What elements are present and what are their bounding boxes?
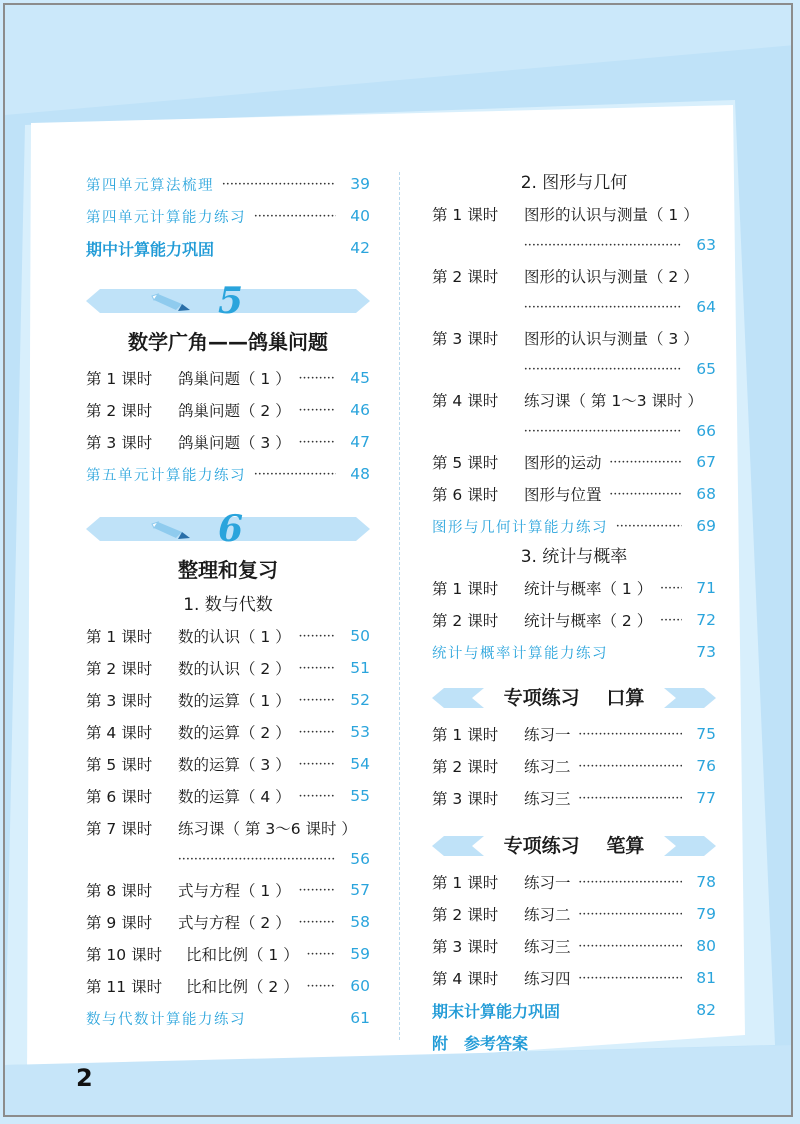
leader-dots [299,629,336,643]
lesson-number: 第 2 课时 [432,906,499,924]
lesson-topic: 练习二 [524,906,571,924]
page-ref: 81 [696,969,716,987]
page-ref: 40 [350,207,370,225]
lesson-number: 第 3 课时 [432,790,499,808]
toc-row[interactable] [86,362,370,394]
lesson-topic: 练习三 [524,790,571,808]
page-ref: 66 [696,422,716,440]
page-ref: 61 [350,1009,370,1027]
lesson-topic: 练习课（ 第 3～6 课时 ） [178,820,357,838]
leader-dots [307,947,336,961]
lesson-number: 第 1 课时 [86,370,153,388]
page-ref: 53 [350,723,370,741]
toc-row[interactable] [86,684,370,716]
toc-row[interactable] [86,232,370,264]
lesson-topic: 练习课（ 第 1～3 课时 ） [524,392,703,410]
page-ref: 42 [350,239,370,257]
page-ref: 65 [696,360,716,378]
lesson-topic: 统计与概率（ 2 ） [524,612,653,630]
lesson-number: 第 2 课时 [432,612,499,630]
leader-dots [524,424,682,438]
page-ref: 56 [350,850,370,868]
unit-6-banner [86,508,370,550]
lesson-number: 第 3 课时 [86,692,153,710]
toc-row[interactable] [432,260,716,292]
toc-row[interactable] [432,930,716,962]
lesson-topic: 式与方程（ 2 ） [178,914,291,932]
left-column [86,168,370,1034]
leader-dots [307,979,336,993]
lesson-number: 第 10 课时 [86,946,163,964]
toc-row[interactable] [432,962,716,994]
lesson-topic: 数的运算（ 1 ） [178,692,291,710]
page-ref: 63 [696,236,716,254]
lesson-number: 第 2 课时 [86,660,153,678]
toc-row[interactable] [86,620,370,652]
toc-row-continuation[interactable] [432,292,716,322]
leader-dots [254,209,336,223]
page-ref: 72 [696,611,716,629]
leader-dots [254,467,336,481]
toc-label: 期末计算能力巩固 [432,1001,561,1021]
leader-dots [222,177,336,191]
lesson-number: 第 4 课时 [432,392,499,410]
right-column [432,168,716,1058]
toc-row-continuation[interactable] [432,416,716,446]
page-ref: 73 [696,643,716,661]
page-ref: 67 [696,453,716,471]
page-ref: 80 [696,937,716,955]
toc-row[interactable] [86,1002,370,1034]
leader-dots [579,939,682,953]
toc-row[interactable] [432,446,716,478]
leader-dots [524,300,682,314]
leader-dots [579,875,682,889]
special-practice-written-banner [432,826,716,866]
toc-row-continuation[interactable] [432,230,716,260]
special-title-main: 专项练习 [503,835,580,857]
leader-dots [299,915,336,929]
toc-row[interactable] [86,168,370,200]
toc-row[interactable] [432,478,716,510]
leader-dots [579,907,682,921]
special-title-main: 专项练习 [503,687,580,709]
toc-label: 图形与几何计算能力练习 [432,519,608,536]
toc-row-continuation[interactable] [432,354,716,384]
toc-row[interactable] [432,782,716,814]
leader-dots [299,725,336,739]
toc-label: 附 参考答案 [432,1033,529,1053]
lesson-topic: 练习一 [524,874,571,892]
toc-label: 第四单元算法梳理 [86,177,214,194]
leader-dots [524,238,682,252]
page-ref: 69 [696,517,716,535]
page-ref: 54 [350,755,370,773]
page-ref: 78 [696,873,716,891]
page-ref: 57 [350,881,370,899]
toc-row[interactable] [86,812,370,844]
special-practice-oral-banner [432,678,716,718]
leader-dots [579,971,682,985]
lesson-number: 第 6 课时 [432,486,499,504]
page-ref: 76 [696,757,716,775]
special-title-sub: 口算 [606,687,645,709]
unit-number: 6 [218,508,244,550]
lesson-number: 第 2 课时 [432,758,499,776]
toc-row[interactable] [432,510,716,542]
page-ref: 58 [350,913,370,931]
leader-dots [299,789,336,803]
leader-dots [616,519,682,533]
leader-dots [299,403,336,417]
leader-dots [660,581,682,595]
toc-row[interactable] [86,906,370,938]
lesson-number: 第 4 课时 [432,970,499,988]
leader-dots [610,487,682,501]
toc-row[interactable] [86,780,370,812]
leader-dots [299,883,336,897]
special-title [432,826,716,866]
page-ref: 59 [350,945,370,963]
toc-row[interactable] [432,604,716,636]
unit-title: 数学广角——鸽巢问题 [128,330,328,354]
lesson-number: 第 1 课时 [86,628,153,646]
toc-row[interactable] [86,652,370,684]
page-ref: 82 [696,1001,716,1019]
lesson-number: 第 7 课时 [86,820,153,838]
lesson-number: 第 1 课时 [432,580,499,598]
lesson-topic: 比和比例（ 1 ） [186,946,299,964]
page-ref: 55 [350,787,370,805]
leader-dots [299,661,336,675]
page-ref: 52 [350,691,370,709]
toc-label: 第五单元计算能力练习 [86,467,246,484]
section-title: 3. 统计与概率 [520,547,628,567]
lesson-topic: 练习三 [524,938,571,956]
lesson-number: 第 3 课时 [432,938,499,956]
lesson-topic: 图形的认识与测量（ 3 ） [524,330,699,348]
lesson-number: 第 4 课时 [86,724,153,742]
lesson-topic: 图形与位置 [524,486,602,504]
lesson-number: 第 2 课时 [86,402,153,420]
toc-label: 数与代数计算能力练习 [86,1011,246,1028]
toc-row[interactable] [432,898,716,930]
page-ref: 60 [350,977,370,995]
leader-dots [299,371,336,385]
lesson-number: 第 2 课时 [432,268,499,286]
lesson-number: 第 5 课时 [86,756,153,774]
lesson-topic: 鸽巢问题（ 1 ） [178,370,291,388]
toc-row[interactable] [86,716,370,748]
unit-5-banner [86,280,370,322]
lesson-number: 第 6 课时 [86,788,153,806]
page-ref: 50 [350,627,370,645]
page-number: 2 [76,1064,93,1092]
toc-row[interactable] [86,458,370,490]
lesson-number: 第 5 课时 [432,454,499,472]
leader-dots [178,852,336,866]
toc-row[interactable] [432,198,716,230]
leader-dots [579,791,682,805]
toc-row[interactable] [86,394,370,426]
page-ref: 64 [696,298,716,316]
leader-dots [524,362,682,376]
toc-row[interactable] [86,426,370,458]
toc-row[interactable] [432,384,716,416]
toc-row[interactable] [432,718,716,750]
page-ref: 48 [350,465,370,483]
lesson-topic: 图形的认识与测量（ 1 ） [524,206,699,224]
lesson-topic: 图形的运动 [524,454,602,472]
lesson-number: 第 1 课时 [432,726,499,744]
special-title [432,678,716,718]
special-title-sub: 笔算 [606,835,645,857]
lesson-topic: 练习四 [524,970,571,988]
section-title: 1. 数与代数 [183,595,273,615]
lesson-topic: 统计与概率（ 1 ） [524,580,653,598]
lesson-topic: 练习二 [524,758,571,776]
page-ref: 46 [350,401,370,419]
lesson-number: 第 8 课时 [86,882,153,900]
leader-dots [579,727,682,741]
lesson-topic: 式与方程（ 1 ） [178,882,291,900]
toc-row[interactable] [86,200,370,232]
lesson-topic: 数的运算（ 2 ） [178,724,291,742]
toc-row[interactable] [432,572,716,604]
section-title: 2. 图形与几何 [520,173,628,193]
lesson-number: 第 11 课时 [86,978,163,996]
lesson-topic: 数的认识（ 2 ） [178,660,291,678]
lesson-number: 第 1 课时 [432,874,499,892]
lesson-number: 第 3 课时 [86,434,153,452]
toc-row[interactable] [432,866,716,898]
page-ref: 77 [696,789,716,807]
lesson-topic: 比和比例（ 2 ） [186,978,299,996]
unit-number: 5 [218,280,244,322]
leader-dots [299,693,336,707]
toc-row[interactable] [432,322,716,354]
page-ref: 47 [350,433,370,451]
lesson-number: 第 3 课时 [432,330,499,348]
toc-row-continuation[interactable] [86,844,370,874]
lesson-topic: 图形的认识与测量（ 2 ） [524,268,699,286]
page-ref: 39 [350,175,370,193]
page-ref: 68 [696,485,716,503]
toc-row[interactable] [432,1026,716,1058]
lesson-topic: 鸽巢问题（ 2 ） [178,402,291,420]
toc-row[interactable] [86,938,370,970]
lesson-topic: 数的运算（ 3 ） [178,756,291,774]
column-divider [399,172,400,1040]
lesson-topic: 数的认识（ 1 ） [178,628,291,646]
toc-row[interactable] [432,636,716,668]
leader-dots [299,435,336,449]
toc-row[interactable] [432,994,716,1026]
leader-dots [579,759,682,773]
toc-label: 统计与概率计算能力练习 [432,645,608,662]
page-ref: 71 [696,579,716,597]
lesson-number: 第 1 课时 [432,206,499,224]
lesson-topic: 数的运算（ 4 ） [178,788,291,806]
toc-row[interactable] [432,750,716,782]
page-ref: 45 [350,369,370,387]
toc-row[interactable] [86,874,370,906]
leader-dots [299,757,336,771]
lesson-number: 第 9 课时 [86,914,153,932]
toc-label: 期中计算能力巩固 [86,239,215,259]
leader-dots [660,613,682,627]
page-ref: 51 [350,659,370,677]
unit-title: 整理和复习 [178,558,278,582]
lesson-topic: 练习一 [524,726,571,744]
lesson-topic: 鸽巢问题（ 3 ） [178,434,291,452]
toc-row[interactable] [86,748,370,780]
page-ref: 79 [696,905,716,923]
toc-label: 第四单元计算能力练习 [86,209,246,226]
toc-row[interactable] [86,970,370,1002]
leader-dots [610,455,682,469]
page-ref: 75 [696,725,716,743]
